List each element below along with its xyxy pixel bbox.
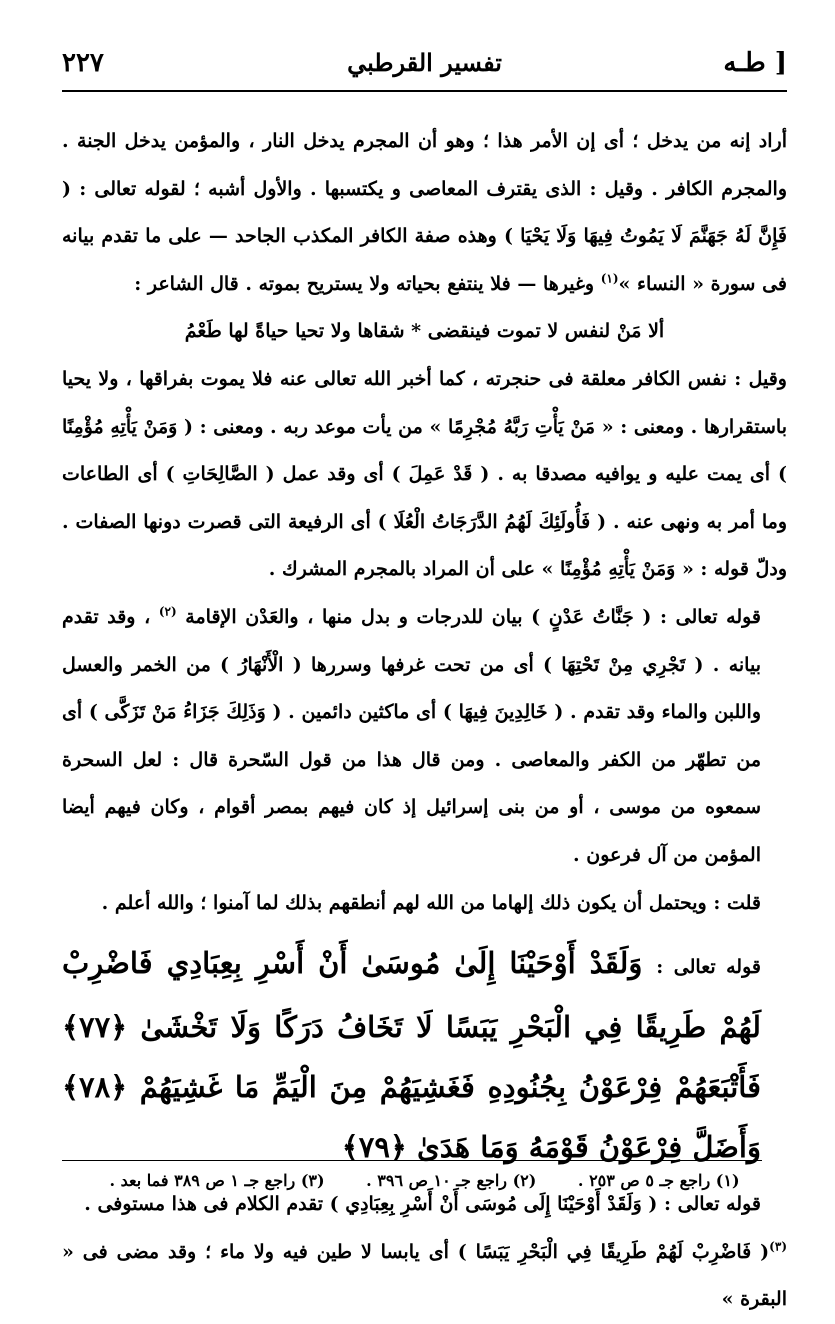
- footnote-ref: (١): [600, 271, 619, 286]
- poetry-verse: ألا مَنْ لنفس لا تموت فينقضى * شقاها ولا تحيا حياةً لها طَعْمُ: [184, 320, 665, 343]
- running-title: تفسير القرطبي: [347, 48, 502, 77]
- page-number: ٢٢٧: [62, 48, 104, 78]
- paragraph-text: ( فَاضْرِبْ لَهُمْ طَرِيقًا فِي الْبَحْرِ يَبَسًا ) أى يابسا لا طين فيه ولا ماء ؛ وقد مضى فى « البقرة »: [62, 1240, 787, 1311]
- footnote: (١) راجع جـ ٥ ص ٢٥٣ .: [577, 1171, 740, 1190]
- paragraph: قلت : ويحتمل أن يكون ذلك إلهاما من الله لهم أنطقهم بذلك لما آمنوا ؛ والله أعلم .: [101, 891, 761, 914]
- footnote: (٣) راجع جـ ١ ص ٣٨٩ فما بعد .: [109, 1171, 325, 1190]
- surah-name: طـه ]: [723, 48, 787, 78]
- footnotes: [62, 1168, 787, 1194]
- paragraph-text: ، وقد تقدم بيانه . ( تَجْرِي مِنْ تَحْتِهَا ) أى من تحت غرفها وسررها ( الْأَنْهَارُ ) من الخمر والعسل واللبن والماء وقد تقدم . ( خَالِدِينَ فِيهَا ) أى ماكثين دائمين . ( وَذَلِكَ جَزَاءُ مَنْ تَزَكَّى ) أى من تطهّر من الكفر والمعاصى . ومن قال هذا من قول السّحرة قال : لعل السحرة سمعوه من موسى ، أو من بنى إسرائيل إذ كان فيهم بمصر أقوام ، وكان فيهم أيضا المؤمن من آل فرعون .: [62, 605, 761, 866]
- paragraph: [62, 1229, 787, 1324]
- footnote-ref: (٢): [158, 604, 177, 619]
- page-header: [62, 42, 787, 92]
- page-body: [62, 118, 787, 1324]
- paragraph: قوله تعالى : ( وَلَقَدْ أَوْحَيْنَا إِلَى مُوسَى أَنْ أَسْرِ بِعِبَادِي ) تقدم الكلام فى هذا مستوفى .: [84, 1193, 761, 1216]
- footnote-ref: (٣): [769, 1239, 787, 1254]
- paragraph: [62, 118, 787, 308]
- footnote: (٢) راجع جـ ١٠ ص ٣٩٦ .: [366, 1171, 537, 1190]
- paragraph-text: وغيرها — فلا ينتفع بحياته ولا يستريح بموته . قال الشاعر :: [134, 272, 601, 295]
- verse-intro: قوله تعالى :: [656, 956, 761, 979]
- paragraph-text: قوله تعالى : ( جَنَّاتُ عَدْنٍ ) بيان للدرجات و بدل منها ، والعَدْن الإقامة: [176, 605, 762, 628]
- paragraph: وقيل : نفس الكافر معلقة فى حنجرته ، كما أخبر الله تعالى عنه فلا يموت بفراقها ، ولا يحيا باستقرارها . ومعنى : « مَنْ يَأْتِ رَبَّهُ مُجْرِمًا » من يأت موعد ربه . ومعنى : ( وَمَنْ يَأْتِهِ مُؤْمِنًا ) أى يمت عليه و يوافيه مصدقا به . ( قَدْ عَمِلَ ) أى وقد عمل ( الصَّالِحَاتِ ) أى الطاعات وما أمر به ونهى عنه . ( فَأُولَئِكَ لَهُمُ الدَّرَجَاتُ الْعُلَا ) أى الرفيعة التى قصرت دونها الصفات . ودلّ قوله : « وَمَنْ يَأْتِهِ مُؤْمِنًا » على أن المراد بالمجرم المشرك .: [62, 367, 787, 581]
- paragraph-text: أراد إنه من يدخل ؛ أى إن الأمر هذا ؛ وهو أن المجرم يدخل النار ، والمؤمن يدخل الجنة . والمجرم الكافر . وقيل : الذى يقترف المعاصى و يكتسبها . والأول أشبه ؛ لقوله تعالى : ( فَإِنَّ لَهُ جَهَنَّمَ لَا يَمُوتُ فِيهَا وَلَا يَحْيَا ) وهذه صفة الكافر المكذب الجاحد — على ما تقدم بيانه فى سورة « النساء »: [62, 130, 787, 295]
- paragraph: [62, 594, 787, 880]
- quran-verse-block: [62, 933, 787, 1177]
- quran-text: وَلَقَدْ أَوْحَيْنَا إِلَىٰ مُوسَىٰ أَنْ أَسْرِ بِعِبَادِي فَاضْرِبْ لَهُمْ طَرِيقًا فِي الْبَحْرِ يَبَسًا لَا تَخَافُ دَرَكًا وَلَا تَخْشَىٰ ﴿٧٧﴾ فَأَتْبَعَهُمْ فِرْعَوْنُ بِجُنُودِهِ فَغَشِيَهُمْ مِنَ الْيَمِّ مَا غَشِيَهُمْ ﴿٧٨﴾ وَأَضَلَّ فِرْعَوْنُ قَوْمَهُ وَمَا هَدَىٰ ﴿٧٩﴾: [62, 946, 761, 1165]
- footnote-divider: [62, 1160, 762, 1161]
